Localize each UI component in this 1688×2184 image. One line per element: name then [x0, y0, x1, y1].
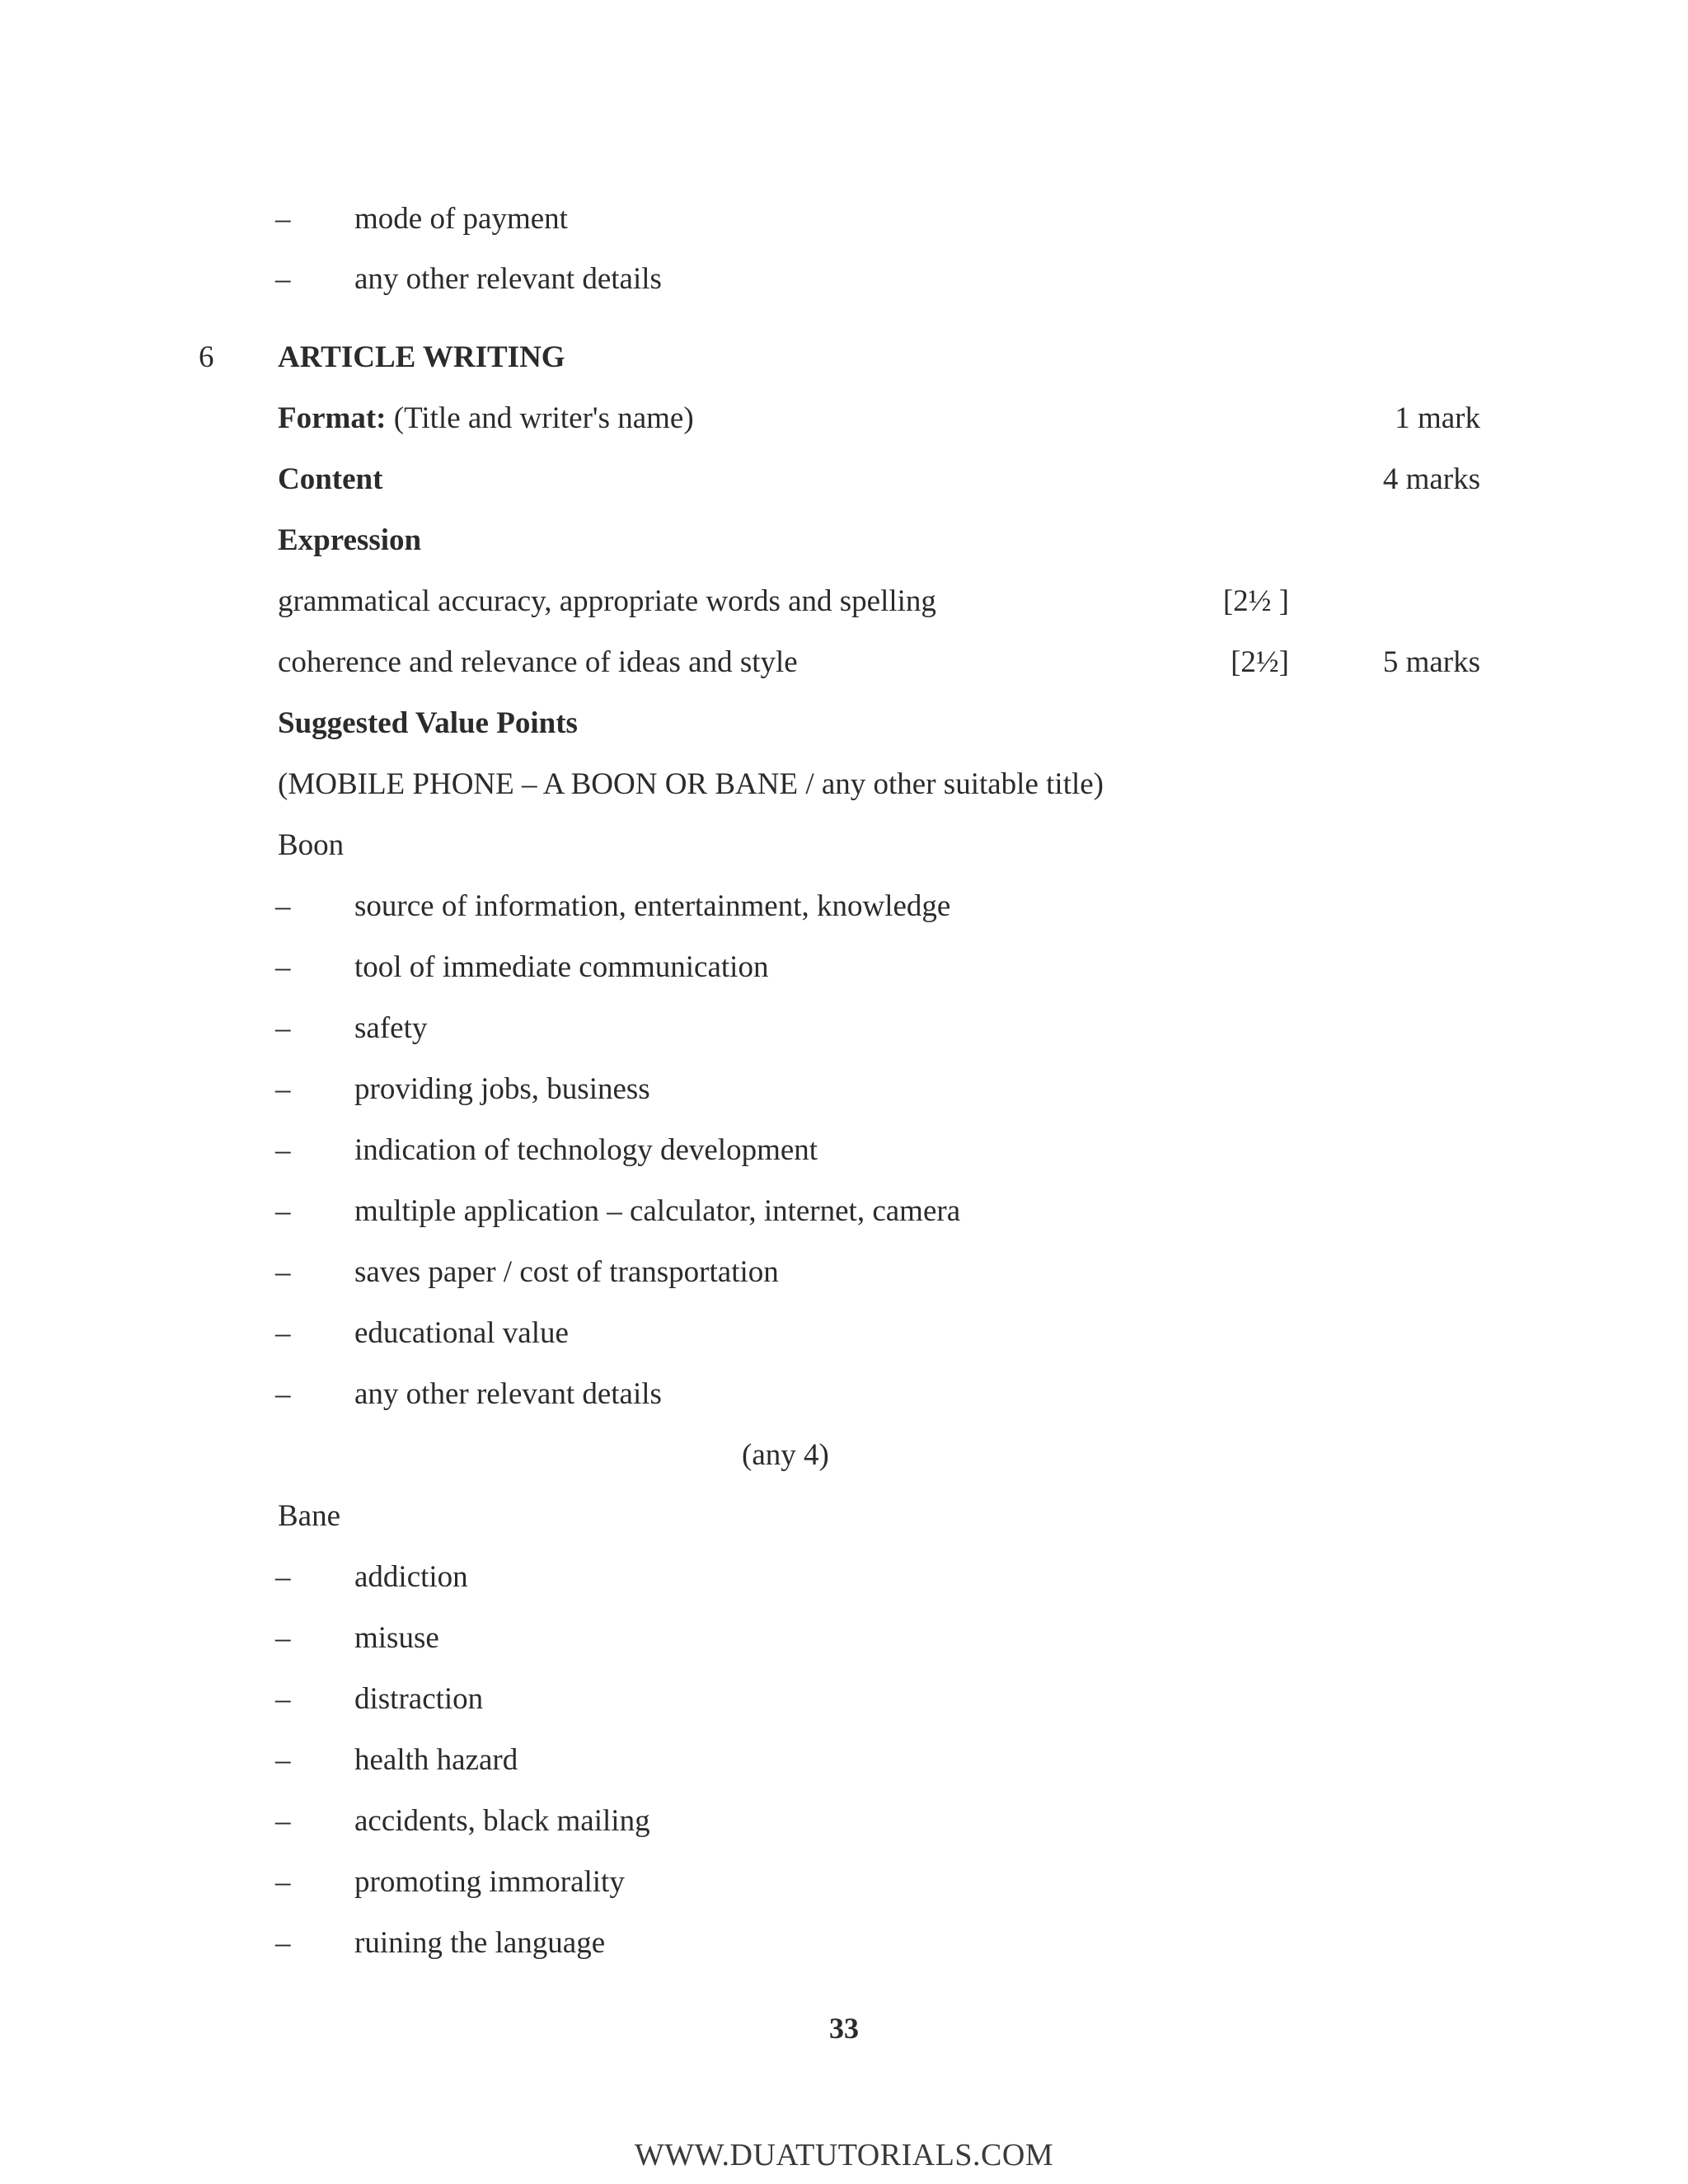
list-dash: –: [275, 1316, 291, 1350]
expression-marks: 5 marks: [1382, 645, 1480, 679]
list-dash: –: [275, 1865, 291, 1899]
list-item: any other relevant details: [354, 262, 662, 296]
format-line: [278, 403, 694, 434]
list-dash: –: [275, 1682, 291, 1716]
format-marks: 1 mark: [1395, 401, 1480, 435]
bane-item: accidents, black mailing: [354, 1804, 650, 1838]
format-description: (Title and writer's name): [393, 401, 694, 435]
bane-item: ruining the language: [354, 1926, 606, 1960]
list-dash: –: [275, 1377, 291, 1411]
list-dash: –: [275, 1133, 291, 1167]
list-item: mode of payment: [354, 202, 568, 236]
content-marks: 4 marks: [1382, 462, 1480, 496]
list-dash: –: [275, 1194, 291, 1228]
list-dash: –: [275, 1926, 291, 1960]
format-label: Format:: [278, 401, 387, 435]
content-label: Content: [278, 462, 383, 496]
boon-item: source of information, entertainment, knowledge: [354, 889, 951, 923]
boon-item: safety: [354, 1011, 428, 1045]
list-dash: –: [275, 889, 291, 923]
expression-item: coherence and relevance of ideas and style: [278, 645, 798, 679]
bane-label: Bane: [278, 1499, 341, 1533]
list-dash: –: [275, 1560, 291, 1594]
list-dash: –: [275, 1255, 291, 1289]
boon-item: educational value: [354, 1316, 569, 1350]
boon-item: saves paper / cost of transportation: [354, 1255, 779, 1289]
list-dash: –: [275, 950, 291, 984]
suggested-label: Suggested Value Points: [278, 706, 578, 740]
expression-item: grammatical accuracy, appropriate words and spelling: [278, 584, 936, 618]
list-dash: –: [275, 1072, 291, 1106]
expression-sub-marks: [2½]: [1231, 645, 1289, 679]
list-dash: –: [275, 1804, 291, 1838]
bane-item: promoting immorality: [354, 1865, 625, 1899]
article-title-line: (MOBILE PHONE – A BOON OR BANE / any other suitable title): [278, 767, 1104, 801]
footer-url[interactable]: WWW.DUATUTORIALS.COM: [634, 2138, 1054, 2172]
any-note: (any 4): [742, 1438, 829, 1472]
boon-item: providing jobs, business: [354, 1072, 650, 1106]
expression-label: Expression: [278, 523, 422, 557]
list-dash: –: [275, 202, 291, 236]
boon-item: multiple application – calculator, internet, camera: [354, 1194, 961, 1228]
bane-item: misuse: [354, 1621, 439, 1655]
list-dash: –: [275, 1621, 291, 1655]
boon-item: tool of immediate communication: [354, 950, 769, 984]
bane-item: distraction: [354, 1682, 484, 1716]
section-title: ARTICLE WRITING: [278, 340, 565, 374]
expression-sub-marks: [2½ ]: [1222, 584, 1289, 618]
list-dash: –: [275, 262, 291, 296]
section-number: 6: [199, 340, 214, 374]
page-number: 33: [829, 2012, 859, 2045]
boon-item: any other relevant details: [354, 1377, 662, 1411]
boon-item: indication of technology development: [354, 1133, 818, 1167]
bane-item: health hazard: [354, 1743, 518, 1777]
bane-item: addiction: [354, 1560, 468, 1594]
list-dash: –: [275, 1743, 291, 1777]
list-dash: –: [275, 1011, 291, 1045]
boon-label: Boon: [278, 828, 345, 862]
